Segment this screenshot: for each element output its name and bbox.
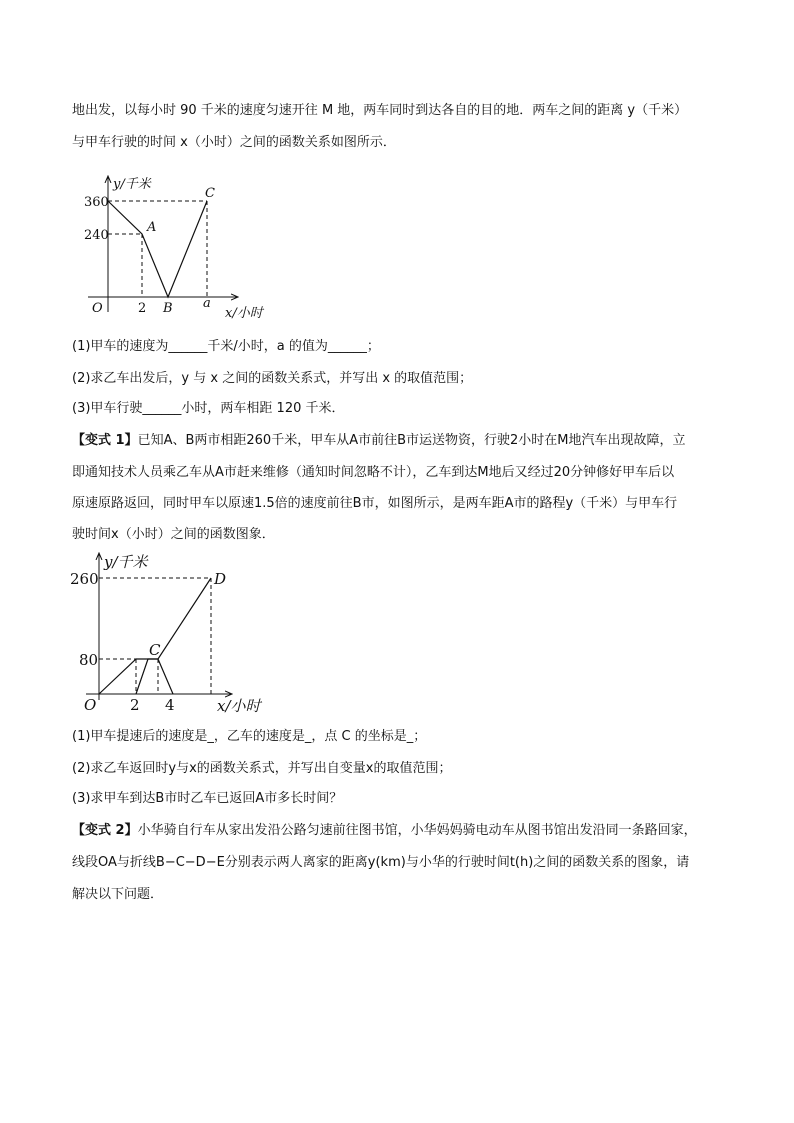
intro-line-1: 地出发，以每小时 90 千米的速度匀速开往 M 地，两车同时到达各自的目的地．两车之间的距离 y（千米）: [72, 103, 688, 118]
fig2-point-C: C: [149, 641, 161, 659]
fig2-ytick-80: 80: [79, 651, 99, 669]
q1-2: (2)求乙车出发后，y 与 x 之间的函数关系式，并写出 x 的取值范围；: [72, 371, 473, 386]
fig2-car-yi: [136, 659, 173, 694]
fig2-car-jia: [99, 578, 211, 694]
fig1-xtick-2: 2: [138, 301, 147, 316]
variant2-text-1: 小华骑自行车从家出发沿公路匀速前往图书馆，小华妈妈骑电动车从图书馆出发沿同一条路回家，: [137, 823, 697, 838]
fig1-xtick-a: a: [203, 296, 211, 311]
q2-2: (2)求乙车返回时y与x的函数关系式，并写出自变量x的取值范围；: [72, 761, 452, 776]
q2-1: (1)甲车提速后的速度是_，乙车的速度是_，点 C 的坐标是_；: [72, 729, 427, 744]
variant2-line-2: 线段OA与折线B−C−D−E分别表示两人离家的距离y(km)与小华的行驶时间t(h)之间的函数关系的图象，请: [72, 855, 690, 870]
fig1-point-C: C: [205, 186, 215, 201]
variant1-tag: 【变式 1】: [72, 433, 138, 448]
intro-line-2: 与甲车行驶的时间 x（小时）之间的函数关系如图所示．: [72, 135, 396, 150]
fig2-origin: O: [84, 696, 97, 714]
fig1-ytick-240: 240: [84, 228, 109, 243]
variant2-tag: 【变式 2】: [72, 823, 138, 838]
fig1-point-A: A: [147, 220, 157, 235]
fig2-y-label: y/千米: [104, 553, 148, 571]
q2-3: (3)求甲车到达B市时乙车已返回A市多长时间？: [72, 791, 343, 806]
q1-3: (3)甲车行驶______小时，两车相距 120 千米．: [72, 401, 345, 416]
fig2-ytick-260: 260: [70, 570, 99, 588]
fig2-point-D: D: [214, 570, 227, 588]
variant1-line-3: 原速原路返回，同时甲车以原速1.5倍的速度前往B市，如图所示，是两车距A市的路程y（千米）与甲车行: [72, 496, 678, 511]
fig1-graph-line: [108, 201, 207, 297]
fig2-xtick-2: 2: [130, 696, 140, 714]
fig1-y-label: y/千米: [113, 177, 151, 192]
variant2-line-1: [72, 821, 697, 841]
variant1-line-2: 即通知技术人员乘乙车从A市赶来维修（通知时间忽略不计），乙车到达M地后又经过20分钟修好甲车后以: [72, 465, 675, 480]
fig2-xtick-4: 4: [165, 696, 175, 714]
variant1-line-4: 驶时间x（小时）之间的函数图象．: [72, 527, 275, 542]
fig2-x-label: x/小时: [217, 697, 261, 715]
fig1-ytick-360: 360: [84, 195, 109, 210]
variant1-line-1: [72, 431, 686, 451]
variant1-text-1: 已知A、B两市相距260千米，甲车从A市前往B市运送物资，行驶2小时在M地汽车出现故障，立: [137, 433, 686, 448]
variant2-line-3: 解决以下问题．: [72, 887, 164, 902]
q1-1: (1)甲车的速度为______千米/小时，a 的值为______；: [72, 339, 380, 354]
fig1-origin: O: [92, 301, 103, 316]
fig1-xtick-B: B: [163, 301, 173, 316]
fig1-x-label: x/小时: [225, 306, 263, 321]
